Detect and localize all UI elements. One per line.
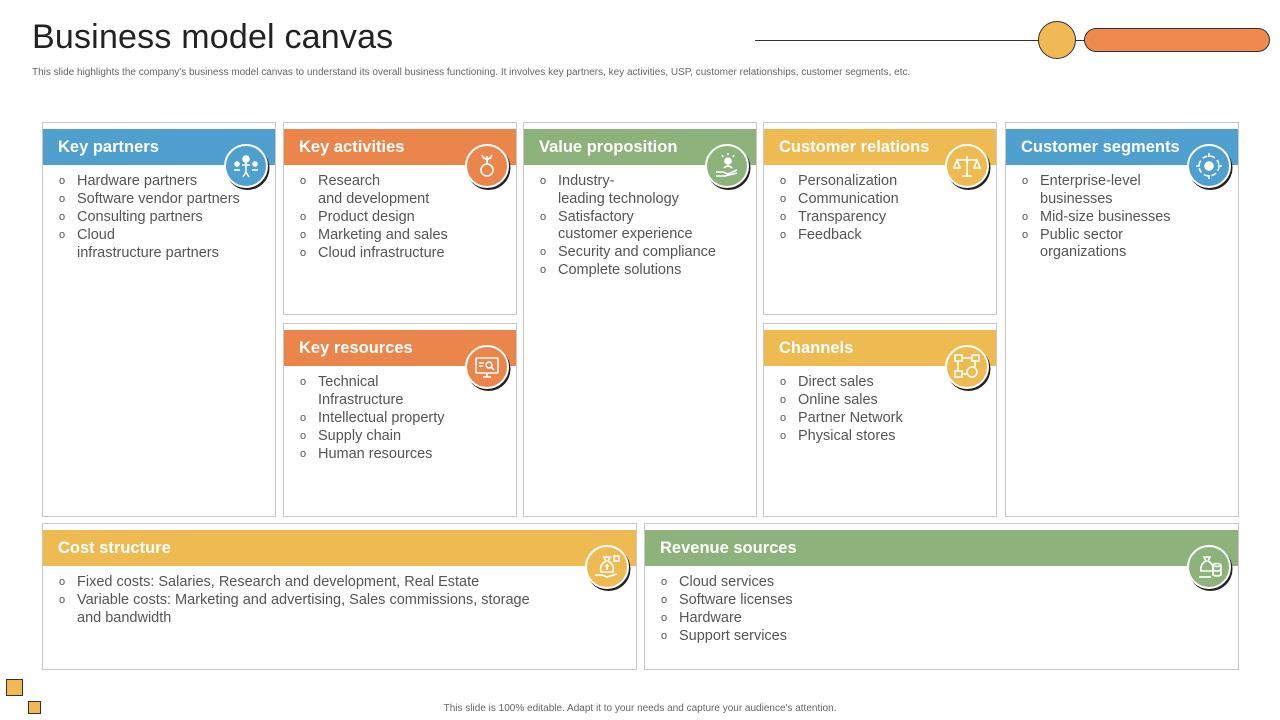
item-list	[1022, 173, 1171, 262]
item-list	[300, 173, 448, 263]
list-item: o Software vendor partners	[59, 191, 240, 209]
page-subtitle: This slide highlights the company's business model canvas to understand its overall business functioning. It involves key partners, key activities, USP, customer relationships, customer segments, etc.	[32, 67, 911, 78]
card-header: Value proposition	[524, 129, 756, 165]
list-item: o Software licenses	[661, 592, 793, 610]
list-item: o Enterprise-level businesses	[1022, 173, 1171, 208]
list-item: o Mid-size businesses	[1022, 209, 1171, 227]
list-item: o Partner Network	[780, 410, 903, 428]
list-item: o Technical Infrastructure	[300, 374, 445, 409]
list-item: o Feedback	[780, 227, 899, 245]
card-header: Key resources	[284, 330, 516, 366]
list-item: o Industry- leading technology	[540, 173, 716, 208]
list-item: o Support services	[661, 628, 793, 646]
card-header: Cost structure	[43, 530, 636, 566]
list-item: o Fixed costs: Salaries, Research and development, Real Estate	[59, 574, 530, 592]
list-item: o Security and compliance	[540, 244, 716, 262]
list-item: o Intellectual property	[300, 410, 445, 428]
footer-note: This slide is 100% editable. Adapt it to your needs and capture your audience's attention.	[443, 703, 837, 714]
list-item: o Transparency	[780, 209, 899, 227]
list-item: o Public sector organizations	[1022, 227, 1171, 262]
item-list	[780, 173, 899, 245]
monitor-search-icon	[465, 345, 509, 389]
card-header: Key partners	[43, 129, 275, 165]
list-item: o Human resources	[300, 446, 445, 464]
list-item: o Supply chain	[300, 428, 445, 446]
card-header: Customer segments	[1006, 129, 1238, 165]
card-key-resources	[283, 323, 517, 517]
list-item: o Personalization	[780, 173, 899, 191]
scales-icon	[945, 144, 989, 188]
decorative-line	[755, 40, 1045, 41]
list-item: o Satisfactory customer experience	[540, 209, 716, 244]
list-item: o Variable costs: Marketing and advertising, Sales commissions, storage and bandwidth	[59, 592, 530, 627]
card-header: Key activities	[284, 129, 516, 165]
card-key-activities	[283, 122, 517, 315]
decorative-pill	[1084, 28, 1270, 52]
card-header: Channels	[764, 330, 996, 366]
list-item: o Product design	[300, 209, 448, 227]
list-item: o Cloud infrastructure	[300, 245, 448, 263]
card-key-partners	[42, 122, 276, 517]
card-customer-segments	[1005, 122, 1239, 517]
item-list	[661, 574, 793, 646]
card-header: Revenue sources	[645, 530, 1238, 566]
list-item: o Research and development	[300, 173, 448, 208]
list-item: o Marketing and sales	[300, 227, 448, 245]
list-item: o Online sales	[780, 392, 903, 410]
card-customer-relations	[763, 122, 997, 315]
money-bag-hand-icon	[585, 545, 629, 589]
list-item: o Communication	[780, 191, 899, 209]
card-value-proposition	[523, 122, 757, 517]
list-item: o Physical stores	[780, 428, 903, 446]
target-cycle-icon	[1187, 144, 1231, 188]
list-item: o Complete solutions	[540, 262, 716, 280]
decorative-square	[6, 679, 23, 696]
item-list	[59, 173, 240, 263]
decorative-circle	[1038, 21, 1076, 59]
item-list	[540, 173, 716, 281]
list-item: o Hardware	[661, 610, 793, 628]
card-channels	[763, 323, 997, 517]
card-header: Customer relations	[764, 129, 996, 165]
page-title: Business model canvas	[32, 18, 394, 56]
money-coins-icon	[1187, 545, 1231, 589]
card-revenue-sources	[644, 523, 1239, 670]
network-user-icon	[945, 345, 989, 389]
card-cost-structure	[42, 523, 637, 670]
item-list	[59, 574, 530, 628]
item-list	[780, 374, 903, 446]
list-item: o Cloud services	[661, 574, 793, 592]
item-list	[300, 374, 445, 464]
list-item: o Direct sales	[780, 374, 903, 392]
list-item: o Cloud infrastructure partners	[59, 227, 240, 262]
hand-growth-icon	[465, 144, 509, 188]
list-item: o Consulting partners	[59, 209, 240, 227]
list-item: o Hardware partners	[59, 173, 240, 191]
